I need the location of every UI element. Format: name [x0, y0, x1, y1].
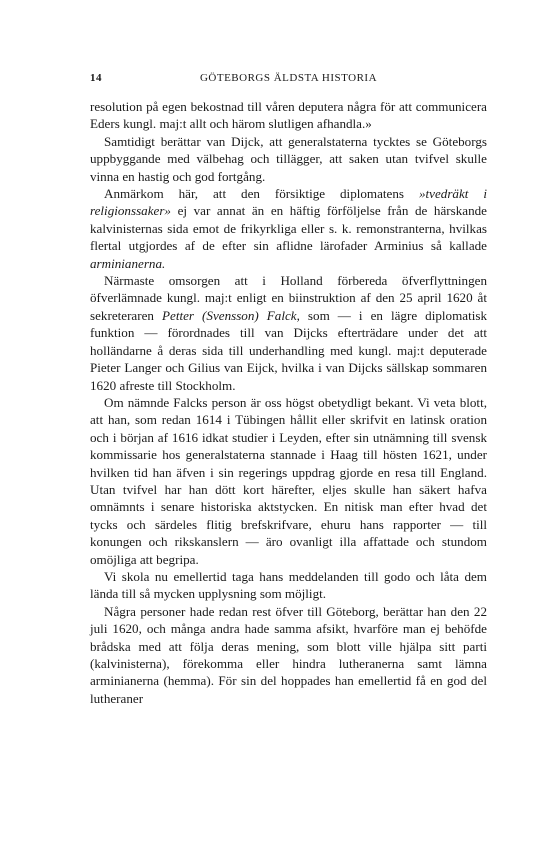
paragraph-5: Om nämnde Falcks person är oss högst obetydligt bekant. Vi veta blott, att han, som redan 1614 i Tübingen hållit eller skrifvit en latinsk oration och i början af 1616 idkat studier i Leyden, efter sin utnämning till svensk kommissarie hos generalstaterna stannade i Haag till hösten 1621, under hvilken tid han äfven i sin regerings uppdrag gjorde en resa till England. Utan tvifvel har han dött kort härefter, eljes skulle han säkert hafva omnämnts i senare historiska aktstycken. En nitisk man efter hvad det tycks och särdeles flitig brefskrifvare, ehuru hans rapporter — till konungen och rikskanslern — äro ovanligt illa affattade och stundom omöjliga att begripa.	[90, 394, 487, 567]
paragraph-4-name: Petter (Svensson) Falck,	[162, 307, 300, 323]
paragraph-3-text-b: ej var annat än en häftig förföljelse från de härskande kalvinisternas sida emot de frikyrkliga eller s. k. remonstranterna, hvilkas flertal utgjordes af de efter sin aflidne lärofader Arminius så kallade	[90, 203, 487, 254]
paragraph-2: Samtidigt berättar van Dijck, att generalstaterna tycktes se Göteborgs uppbyggande med välbehag och tillägger, att saken utan tvifvel skulle vinna en hastig och god fortgång.	[90, 133, 487, 184]
paragraph-7: Några personer hade redan rest öfver till Göteborg, berättar han den 22 juli 1620, och många andra hade samma afsikt, hvarföre man ej behöfde brådska med att följa deras mening, som blott ville hjälpa sitt parti (kalvinisterna), förekomma eller hindra lutheranerna samt lämna arminianerna (hemma). För sin del hoppades han emellertid få en god del lutheraner	[90, 603, 487, 706]
page-number: 14	[90, 72, 102, 84]
page-header	[90, 72, 487, 88]
running-title: GÖTEBORGS ÄLDSTA HISTORIA	[199, 72, 378, 84]
paragraph-3	[90, 185, 487, 272]
paragraph-3-text-a: Anmärkom här, att den försiktige diplomatens	[104, 186, 419, 202]
paragraph-4-text-b: som — i en lägre diplomatisk funktion — förordnades till van Dijcks efterträdare under det att holländarne å deras sida till underhandling med kungl. maj:t deputerade Pieter Langer och Gilius van Eijck, hvilka i van Dijcks sällskap sommaren 1620 afreste till Stockholm.	[90, 307, 488, 393]
paragraph-4-text-a: Närmaste omsorgen att i Holland förbereda öfverflyttningen öfverlämnade kungl. maj:t enligt en biinstruktion af den 25 april 1620 åt sekreteraren	[90, 273, 487, 323]
body-text	[90, 98, 487, 707]
paragraph-4	[90, 272, 487, 394]
paragraph-3-quote: »tvedräkt i religionssaker»	[90, 186, 487, 219]
paragraph-6: Vi skola nu emellertid taga hans meddelanden till godo och låta dem lända till så mycken upplysning som möjligt.	[90, 568, 487, 602]
paragraph-1: resolution på egen bekostnad till våren deputera några för att communicera Eders kungl. maj:t allt och härom slutligen afhandla.»	[90, 99, 487, 132]
paragraph-3-term: arminianerna.	[90, 255, 166, 271]
